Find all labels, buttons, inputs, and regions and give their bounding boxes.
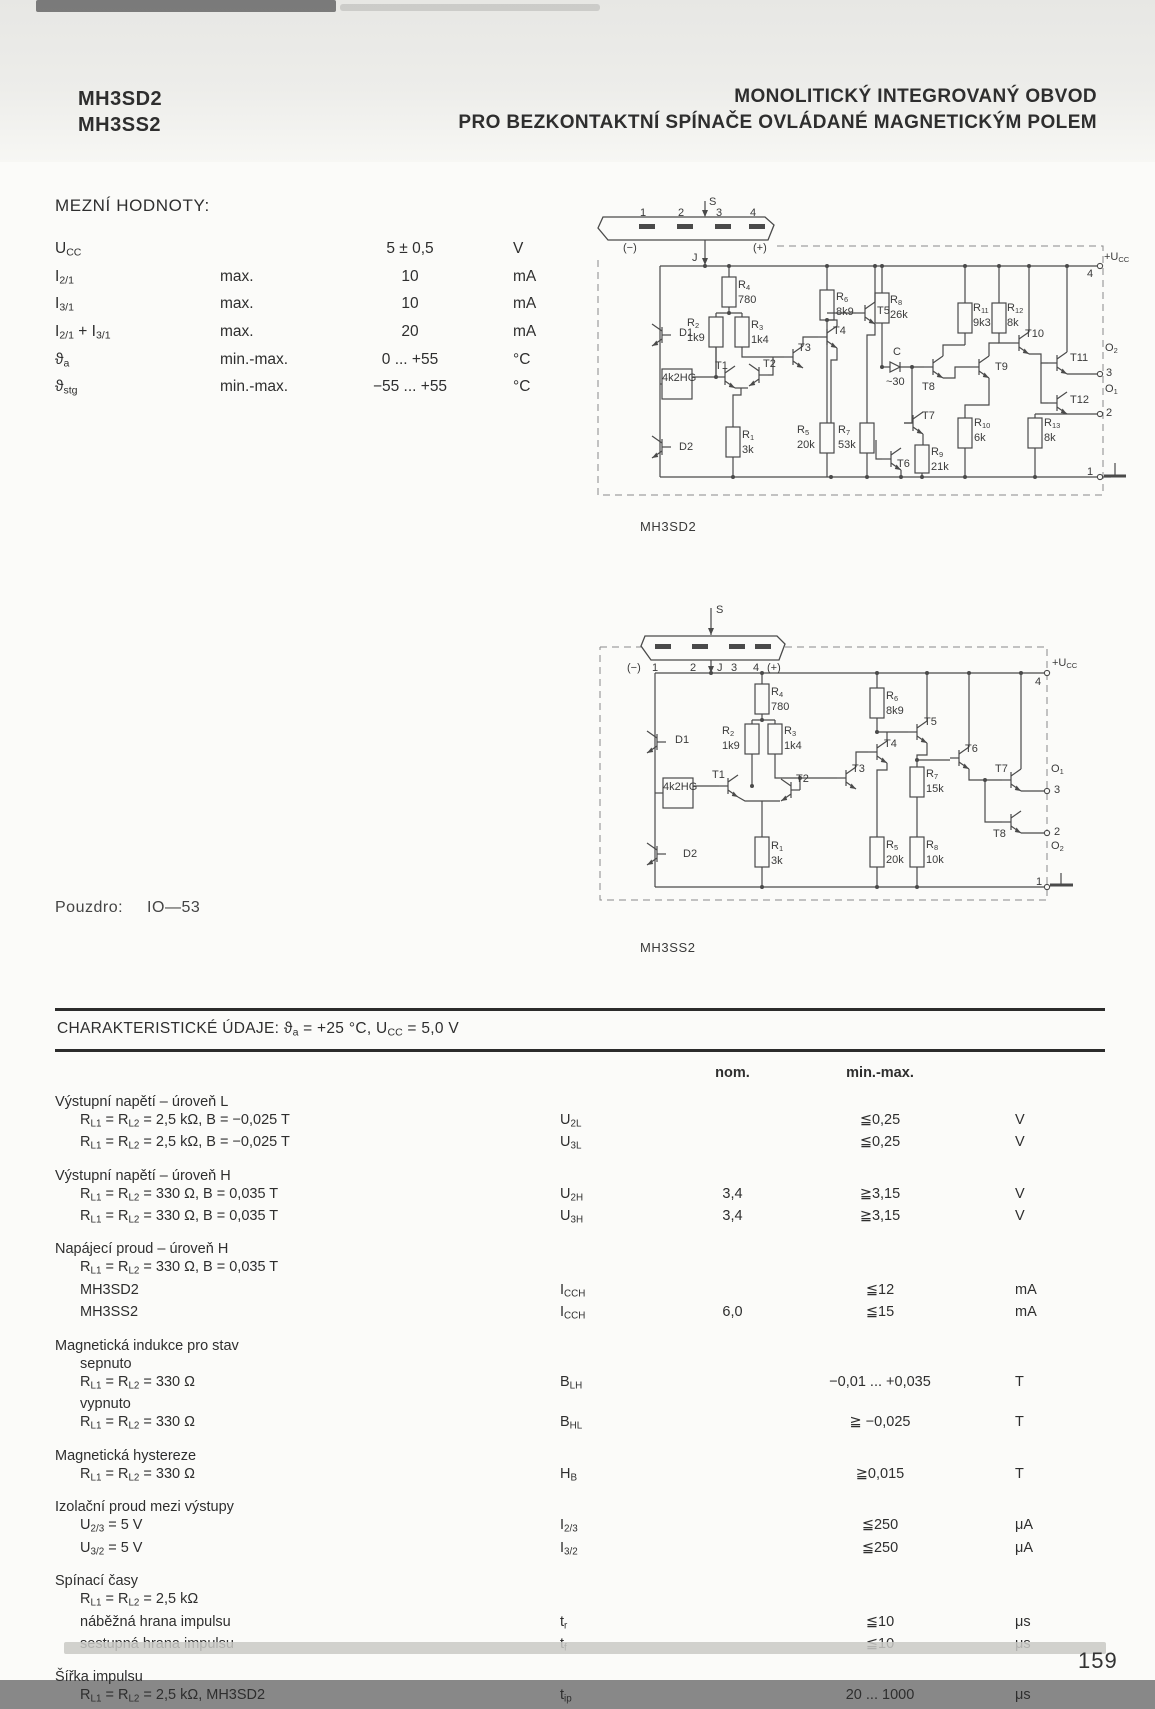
scan-artifact-band [64,1642,1106,1654]
row-condition: $R_{L1} = R_{L2} = 330$ Ω, B = 0,035 T [80,1185,279,1203]
row-unit: V [1015,1185,1025,1202]
row-symbol: $H_B$ [560,1465,578,1484]
capacitor-ref-label: C [893,346,901,358]
resistor-label: $R_4$ 780 [771,686,790,713]
row-minmax: ≦10 [865,1613,895,1630]
limits-heading: MEZNÍ HODNOTY: [55,196,210,215]
row-condition: $R_{L1} = R_{L2} = 330$ Ω, B = 0,035 T [80,1207,279,1226]
limit-symbol: $I_{2/1}$ [55,267,74,287]
resistor-label: $R_{11}$ 9k3 [973,302,991,329]
diode-label: D2 [679,441,694,453]
limit-condition: min.-max. [220,350,289,368]
resistor-label: $R_3$ 1k4 [784,725,802,752]
transistor-label: T8 [993,828,1006,840]
transistor-label: T4 [833,325,846,337]
title-line-1: MONOLITICKÝ INTEGROVANÝ OBVOD [734,86,1097,107]
resistor-label: $R_1$ 3k [771,840,784,867]
part-number-1: MH3SD2 [78,88,163,110]
table-section [55,1337,1105,1436]
row-unit: T [1015,1414,1024,1431]
output-label: $O_1$ [1105,383,1118,396]
resistor-label: $R_6$ 8k9 [836,291,854,318]
row-minmax: ≦250 [861,1539,899,1556]
section-condition: $R_{L1} = R_{L2} = 330$ Ω, B = 0,035 T [80,1259,279,1277]
resistor-label: $R_5$ 20k [886,839,904,866]
row-symbol: $U_{3L}$ [560,1134,582,1152]
supply-label: $+U_{CC}$ [1052,657,1078,670]
table-row [55,1373,1105,1395]
row-symbol: $B_{HL}$ [560,1414,583,1432]
resistor-label: $R_8$ 10k [926,839,944,866]
row-symbol: $I_{CCH}$ [560,1281,586,1300]
limit-value: 0 ... +55 [381,350,439,368]
row-unit: V [1015,1207,1025,1224]
section-title: Magnetická indukce pro stav [55,1337,239,1354]
section-title: Šířka impulsu [55,1669,143,1686]
pin-number: 2 [1106,407,1113,419]
transistor-label: T6 [965,743,978,755]
row-symbol: $t_{ip}$ [560,1687,572,1705]
table-section [55,1240,1105,1325]
row-unit: μA [1015,1539,1034,1556]
row-condition: $U_{3/2} = 5$ V [80,1539,143,1558]
row-minmax: ≦12 [865,1281,895,1298]
table-row [55,295,585,323]
transistor-label: T2 [796,773,809,785]
section-title: Napájecí proud – úroveň H [55,1241,229,1258]
resistor-label: $R_2$ 1k9 [722,725,740,752]
schematic-caption: MH3SD2 [640,519,697,534]
transistor-label: T1 [715,360,728,372]
pin-number: 3 [1106,367,1113,379]
page-number: 159 [1078,1648,1118,1673]
table-row [55,1303,1105,1325]
title-line-2: PRO BEZKONTAKTNÍ SPÍNAČE OVLÁDANÉ MAGNETICKÝM POLEM [458,112,1097,133]
row-unit: mA [1015,1281,1037,1298]
row-unit: μA [1015,1517,1034,1534]
state-label: vypnuto [80,1396,131,1413]
row-unit: T [1015,1465,1024,1482]
column-header-nom: nom. [715,1064,750,1081]
row-unit: V [1015,1134,1025,1151]
part-numbers [78,86,162,138]
transistor-label: T3 [852,763,865,775]
limit-condition: min.-max. [220,378,289,396]
page-title [458,84,1097,136]
row-nom: 3,4 [722,1185,743,1202]
state-label: sepnuto [80,1355,132,1372]
table-row [55,1111,1105,1133]
scan-artifact-smudge [340,4,600,11]
transistor-label: T6 [897,458,910,470]
output-label: $O_2$ [1105,342,1118,355]
resistor-label: $R_{12}$ 8k [1007,302,1024,329]
magnetic-field-label: S [716,604,724,616]
pin-number: 2 [678,207,685,219]
transistor-label: T4 [884,738,897,750]
row-condition: $R_{L1} = R_{L2} = 330$ Ω [80,1373,195,1392]
row-condition: MH3SD2 [80,1281,139,1298]
limit-unit: mA [513,323,537,341]
current-label: J [717,662,723,674]
row-condition: $R_{L1} = R_{L2} = 2,5$ kΩ, MH3SD2 [80,1687,266,1705]
row-condition: $R_{L1} = R_{L2} = 2,5$ kΩ, B = −0,025 T [80,1134,290,1152]
row-minmax: −0,01 ... +0,035 [829,1373,931,1390]
table-row [55,268,585,296]
resistor-label: $R_{10}$ 6k [974,417,991,444]
resistor-label: $R_1$ 3k [742,429,755,456]
row-minmax: ≧0,015 [855,1465,905,1482]
table-row [55,378,585,406]
supply-label: $+U_{CC}$ [1104,251,1130,264]
transistor-label: T7 [995,763,1008,775]
limit-symbol: $I_{3/1}$ [55,295,74,314]
limit-value: −55 ... +55 [372,378,448,396]
row-nom: 6,0 [722,1304,743,1321]
table-row [55,1613,1105,1635]
diode-label: D1 [675,734,690,746]
capacitor-value-label: ~30 [886,376,905,388]
characteristics-table [55,1008,1105,1709]
row-minmax: ≦0,25 [859,1111,901,1128]
limit-symbol: $U_{CC}$ [55,240,82,259]
table-row [55,1185,1105,1207]
transistor-label: T11 [1070,352,1089,364]
transistor-label: T7 [922,410,935,422]
pin-number: 4 [750,207,757,219]
column-header-minmax: min.-max. [846,1064,914,1081]
row-symbol: $U_{3H}$ [560,1207,584,1226]
table-row [55,351,585,379]
row-symbol: $B_{LH}$ [560,1373,583,1392]
scan-artifact-band [0,0,1155,162]
limit-value: 10 [401,295,419,313]
package-label: Pouzdro: [55,899,124,916]
transistor-label: T5 [924,716,937,728]
pin-number: 2 [690,662,697,674]
column-headers [55,1064,1105,1082]
limit-condition: max. [220,295,254,313]
row-minmax: ≦0,25 [859,1134,901,1151]
limit-condition: max. [220,267,254,285]
transistor-label: T9 [995,361,1008,373]
row-unit: μs [1015,1687,1031,1704]
resistor-label: $R_2$ 1k9 [687,317,705,344]
table-row [55,323,585,351]
output-label: $O_1$ [1051,763,1064,776]
row-symbol: $t_r$ [560,1613,568,1631]
table-row [55,1465,1105,1487]
transistor-label: T2 [763,358,776,370]
table-row [55,1413,1105,1435]
table-section [55,1167,1105,1230]
row-symbol: $I_{CCH}$ [560,1304,586,1322]
package-value: IO—53 [147,899,201,916]
pin-number: 4 [753,662,760,674]
schematic-caption: MH3SS2 [640,940,696,955]
row-unit: μs [1015,1613,1031,1630]
table-section [55,1093,1105,1156]
section-title: Magnetická hystereze [55,1447,197,1464]
row-minmax: 20 ... 1000 [845,1687,915,1704]
transistor-label: T8 [922,381,935,393]
pin-number: 2 [1054,826,1061,838]
ground-pin-number: 1 [1087,466,1094,478]
pin-number: 1 [652,662,659,674]
limit-value: 10 [401,267,419,285]
transistor-label: T10 [1025,328,1044,340]
row-symbol: $I_{3/2}$ [560,1539,578,1558]
resistor-label: $R_9$ 21k [931,446,949,473]
characteristics-heading: CHARAKTERISTICKÉ ÚDAJE: $ϑ_a = +25$ °C, $U_{CC} = 5,0$ V [57,1020,460,1039]
transistor-label: T1 [712,769,725,781]
section-title: Izolační proud mezi výstupy [55,1499,234,1516]
hall-generator-label: 4k2HG [663,781,698,793]
limit-unit: °C [513,378,531,396]
schematic-mh3sd2 [595,195,1155,510]
polarity-plus-label: (+) [767,662,781,674]
row-symbol: $U_{2H}$ [560,1185,584,1203]
limit-value: 5 ± 0,5 [386,240,434,257]
resistor-label: $R_7$ 53k [838,424,856,451]
table-rule [55,1049,1105,1052]
limit-symbol: $ϑ_a$ [55,350,70,370]
row-minmax: ≧ −0,025 [849,1414,911,1431]
transistor-label: T3 [798,342,811,354]
ground-pin-number: 1 [1036,876,1043,888]
table-row [55,1539,1105,1561]
schematic-mh3ss2 [595,600,1155,920]
table-row [55,1516,1105,1538]
resistor-label: $R_6$ 8k9 [886,690,904,717]
transistor-label: T5 [877,305,890,317]
table-section [55,1447,1105,1487]
row-symbol: $I_{2/3}$ [560,1517,578,1535]
limit-value: 20 [401,323,419,341]
row-condition: náběžná hrana impulsu [80,1613,231,1630]
transistor-label: T12 [1070,394,1089,406]
table-row [55,1207,1105,1229]
row-nom: 3,4 [722,1207,743,1224]
row-unit: mA [1015,1304,1037,1321]
row-condition: MH3SS2 [80,1304,139,1321]
section-title: Spínací časy [55,1573,139,1590]
table-row [55,1133,1105,1155]
row-minmax: ≦250 [861,1517,899,1534]
resistor-label: $R_3$ 1k4 [751,319,769,346]
limit-values-section [55,196,585,406]
row-minmax: ≧3,15 [859,1185,901,1202]
section-title: Výstupní napětí – úroveň L [55,1093,229,1110]
limit-unit: mA [513,267,537,285]
section-title: Výstupní napětí – úroveň H [55,1167,231,1184]
limit-unit: mA [513,295,537,313]
limit-symbol: $I_{2/1} + I_{3/1}$ [55,323,111,342]
row-condition: $R_{L1} = R_{L2} = 330$ Ω [80,1465,195,1484]
table-section [55,1668,1105,1708]
hall-generator-label: 4k2HG [662,372,697,384]
resistor-label: $R_4$ 780 [738,279,757,306]
part-number-2: MH3SS2 [78,114,162,136]
row-minmax: ≧3,15 [859,1207,901,1224]
scan-artifact-smudge [36,0,336,12]
current-label: J [692,252,698,264]
limits-table [55,240,585,406]
row-minmax: ≦15 [865,1304,895,1321]
polarity-minus-label: (−) [623,242,637,254]
polarity-minus-label: (−) [627,662,641,674]
row-condition: $R_{L1} = R_{L2} = 2,5$ kΩ, B = −0,025 T [80,1111,290,1130]
output-label: $O_2$ [1051,840,1064,853]
pin-number: 1 [640,207,647,219]
diode-label: D1 [679,327,694,339]
table-row [55,240,585,268]
polarity-plus-label: (+) [753,242,767,254]
diode-label: D2 [683,848,698,860]
resistor-label: $R_5$ 20k [797,424,815,451]
row-condition: $U_{2/3} = 5$ V [80,1517,143,1535]
resistor-label: $R_{13}$ 8k [1044,417,1061,444]
table-row [55,1686,1105,1708]
magnetic-field-label: S [709,196,717,208]
package-line [55,899,200,917]
circuit-diagram-icon [595,600,1155,920]
pin-number: 3 [731,662,738,674]
limit-symbol: $ϑ_{stg}$ [55,378,78,398]
supply-pin-number: 4 [1087,268,1094,280]
limit-unit: °C [513,350,531,368]
limit-condition: max. [220,323,254,341]
row-unit: T [1015,1373,1024,1390]
resistor-label: $R_8$ 26k [890,294,908,321]
pin-number: 3 [716,207,723,219]
row-unit: V [1015,1111,1025,1128]
row-symbol: $U_{2L}$ [560,1111,582,1130]
row-condition: $R_{L1} = R_{L2} = 330$ Ω [80,1414,195,1432]
section-condition: $R_{L1} = R_{L2} = 2,5$ kΩ [80,1591,199,1609]
limit-unit: V [513,240,524,257]
supply-pin-number: 4 [1035,676,1042,688]
table-section [55,1498,1105,1561]
pin-number: 3 [1054,784,1061,796]
table-row [55,1281,1105,1303]
resistor-label: $R_7$ 15k [926,768,944,795]
